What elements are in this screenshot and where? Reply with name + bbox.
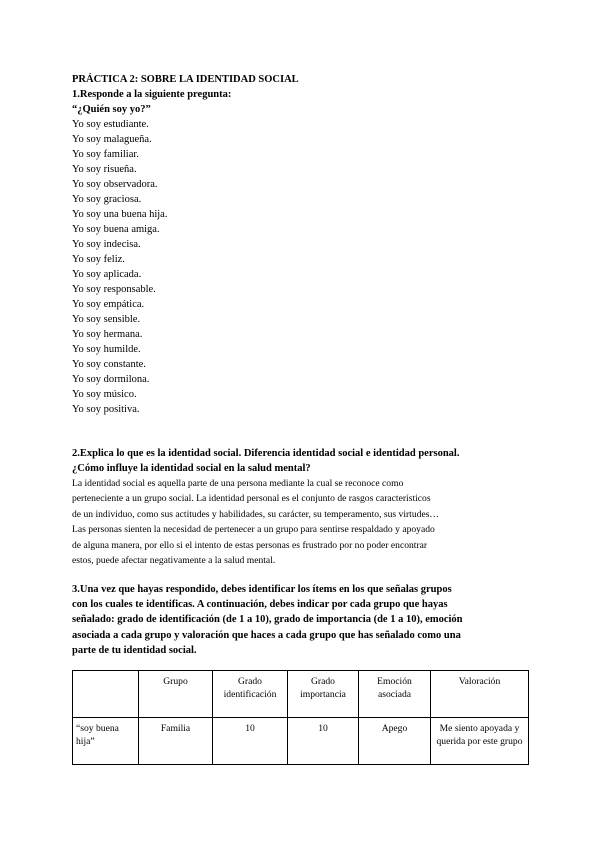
section-1 (72, 72, 532, 417)
section-3 (72, 582, 522, 658)
answer-item: Yo soy humilde. (72, 344, 141, 355)
answer-line: La identidad social es aquella parte de una persona mediante la cual se reconoce como (72, 478, 404, 489)
answer-item: Yo soy graciosa. (72, 194, 142, 205)
question-3-heading-line: asociada a cada grupo y valoración que haces a cada grupo que has señalado como una (72, 629, 461, 641)
table-row (73, 718, 529, 765)
answer-item: Yo soy constante. (72, 359, 146, 370)
answer-item: Yo soy malagueña. (72, 134, 152, 145)
answer-item: Yo soy familiar. (72, 149, 139, 160)
question-3-heading-line: parte de tu identidad social. (72, 644, 197, 656)
table-cell: 10 (213, 718, 288, 765)
answer-item: Yo soy empática. (72, 299, 145, 310)
answer-item: Yo soy sensible. (72, 314, 141, 325)
answer-item: Yo soy hermana. (72, 329, 143, 340)
answer-item: Yo soy risueña. (72, 164, 137, 175)
question-2-heading-line: 2.Explica lo que es la identidad social. Diferencia identidad social e identidad personal. (72, 448, 460, 459)
question-1-heading: 1.Responde a la siguiente pregunta: (72, 89, 232, 100)
page-title: PRÁCTICA 2: SOBRE LA IDENTIDAD SOCIAL (72, 74, 299, 85)
section-2 (72, 446, 522, 568)
answer-list (72, 117, 532, 417)
answer-item: Yo soy una buena hija. (72, 209, 168, 220)
answer-item: Yo soy aplicada. (72, 269, 142, 280)
answer-item: Yo soy músico. (72, 389, 137, 400)
table-header-row (73, 671, 529, 718)
table-header-cell: Grado importancia (288, 671, 359, 718)
answer-item: Yo soy dormilona. (72, 374, 150, 385)
question-3-heading-line: señalado: grado de identificación (de 1 a 10), grado de importancia (de 1 a 10), emoción (72, 614, 463, 626)
answer-item: Yo soy buena amiga. (72, 224, 160, 235)
question-3-heading-line: 3.Una vez que hayas respondido, debes identificar los ítems en los que señalas grupos (72, 584, 452, 595)
answer-item: Yo soy observadora. (72, 179, 158, 190)
answer-item: Yo soy responsable. (72, 284, 156, 295)
answer-line: de alguna manera, por ello si el intento de estas personas es frustrado por no poder encontrar (72, 539, 428, 551)
question-2-answer (72, 476, 522, 568)
table-cell: “soy buena hija” (73, 718, 139, 765)
answer-line: perteneciente a un grupo social. La identidad personal es el conjunto de rasgos característicos (72, 493, 431, 505)
identity-table (72, 670, 529, 765)
answer-item: Yo soy positiva. (72, 404, 140, 415)
table-cell: Apego (359, 718, 431, 765)
table-header-cell: Grado identificación (213, 671, 288, 718)
question-1-prompt: “¿Quién soy yo?” (72, 104, 151, 115)
table-header-cell (73, 671, 139, 718)
table-cell: Me siento apoyada y querida por este grupo (431, 718, 529, 765)
answer-line: Las personas sienten la necesidad de pertenecer a un grupo para sentirse respaldado y apoyado (72, 524, 435, 536)
answer-item: Yo soy estudiante. (72, 119, 149, 130)
answer-item: Yo soy indecisa. (72, 239, 141, 250)
table-cell: Familia (139, 718, 213, 765)
table-cell: 10 (288, 718, 359, 765)
question-3-heading-line: con los cuales te identificas. A continuación, debes indicar por cada grupo que hayas (72, 599, 448, 611)
table-header-cell: Emoción asociada (359, 671, 431, 718)
answer-line: estos, puede afectar negativamente a la salud mental. (72, 555, 276, 567)
answer-line: de un individuo, como sus actitudes y habilidades, su carácter, su temperamento, sus virtudes… (72, 508, 440, 520)
table-header-cell: Valoración (431, 671, 529, 718)
question-2-heading-line: ¿Cómo influye la identidad social en la salud mental? (72, 463, 311, 474)
answer-item: Yo soy feliz. (72, 254, 125, 265)
table-header-cell: Grupo (139, 671, 213, 718)
